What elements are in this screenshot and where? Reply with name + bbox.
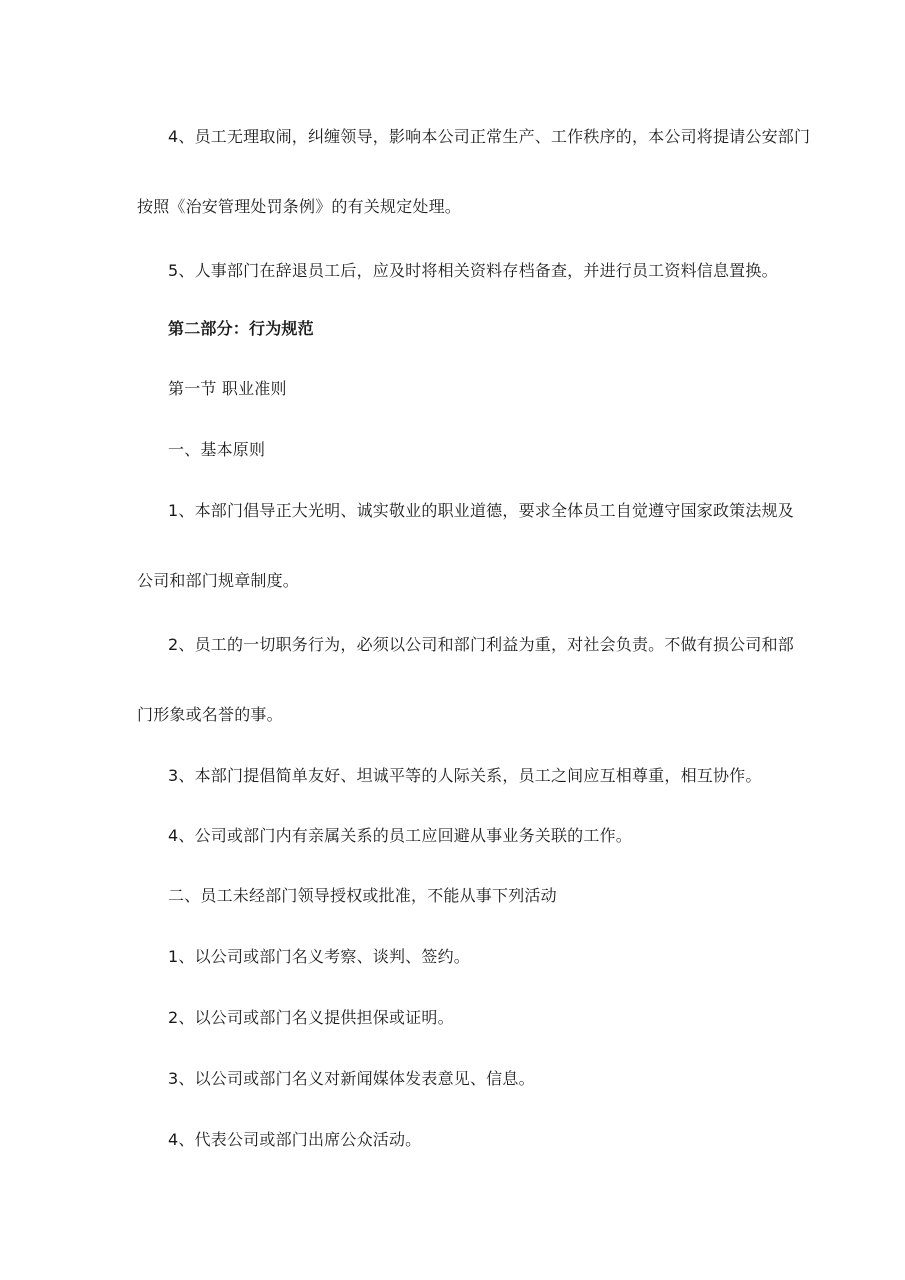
- paragraph-line: 4、员工无理取闹，纠缠领导，影响本公司正常生产、工作秩序的，本公司将提请公安部门: [168, 127, 811, 146]
- paragraph-line: 3、以公司或部门名义对新闻媒体发表意见、信息。: [168, 1069, 535, 1088]
- paragraph-line: 公司和部门规章制度。: [137, 571, 300, 590]
- subsection-heading: 第一节 职业准则: [168, 379, 287, 398]
- paragraph-line: 4、代表公司或部门出席公众活动。: [168, 1130, 422, 1149]
- paragraph-line: 5、人事部门在辞退员工后，应及时将相关资料存档备查，并进行员工资料信息置换。: [168, 261, 778, 280]
- section-heading: 第二部分：行为规范: [168, 319, 314, 338]
- subsection-heading: 二、员工未经部门领导授权或批准，不能从事下列活动: [168, 886, 557, 905]
- paragraph-line: 2、以公司或部门名义提供担保或证明。: [168, 1008, 454, 1027]
- paragraph-line: 1、以公司或部门名义考察、谈判、签约。: [168, 947, 470, 966]
- paragraph-line: 按照《治安管理处罚条例》的有关规定处理。: [137, 197, 462, 216]
- subsection-heading: 一、基本原则: [168, 440, 266, 459]
- paragraph-line: 门形象或名誉的事。: [137, 705, 283, 724]
- paragraph-line: 4、公司或部门内有亲属关系的员工应回避从事业务关联的工作。: [168, 826, 632, 845]
- paragraph-line: 1、本部门倡导正大光明、诚实敬业的职业道德，要求全体员工自觉遵守国家政策法规及: [168, 501, 794, 520]
- paragraph-line: 2、员工的一切职务行为，必须以公司和部门利益为重，对社会负责。不做有损公司和部: [168, 635, 794, 654]
- paragraph-line: 3、本部门提倡简单友好、坦诚平等的人际关系，员工之间应互相尊重，相互协作。: [168, 766, 762, 785]
